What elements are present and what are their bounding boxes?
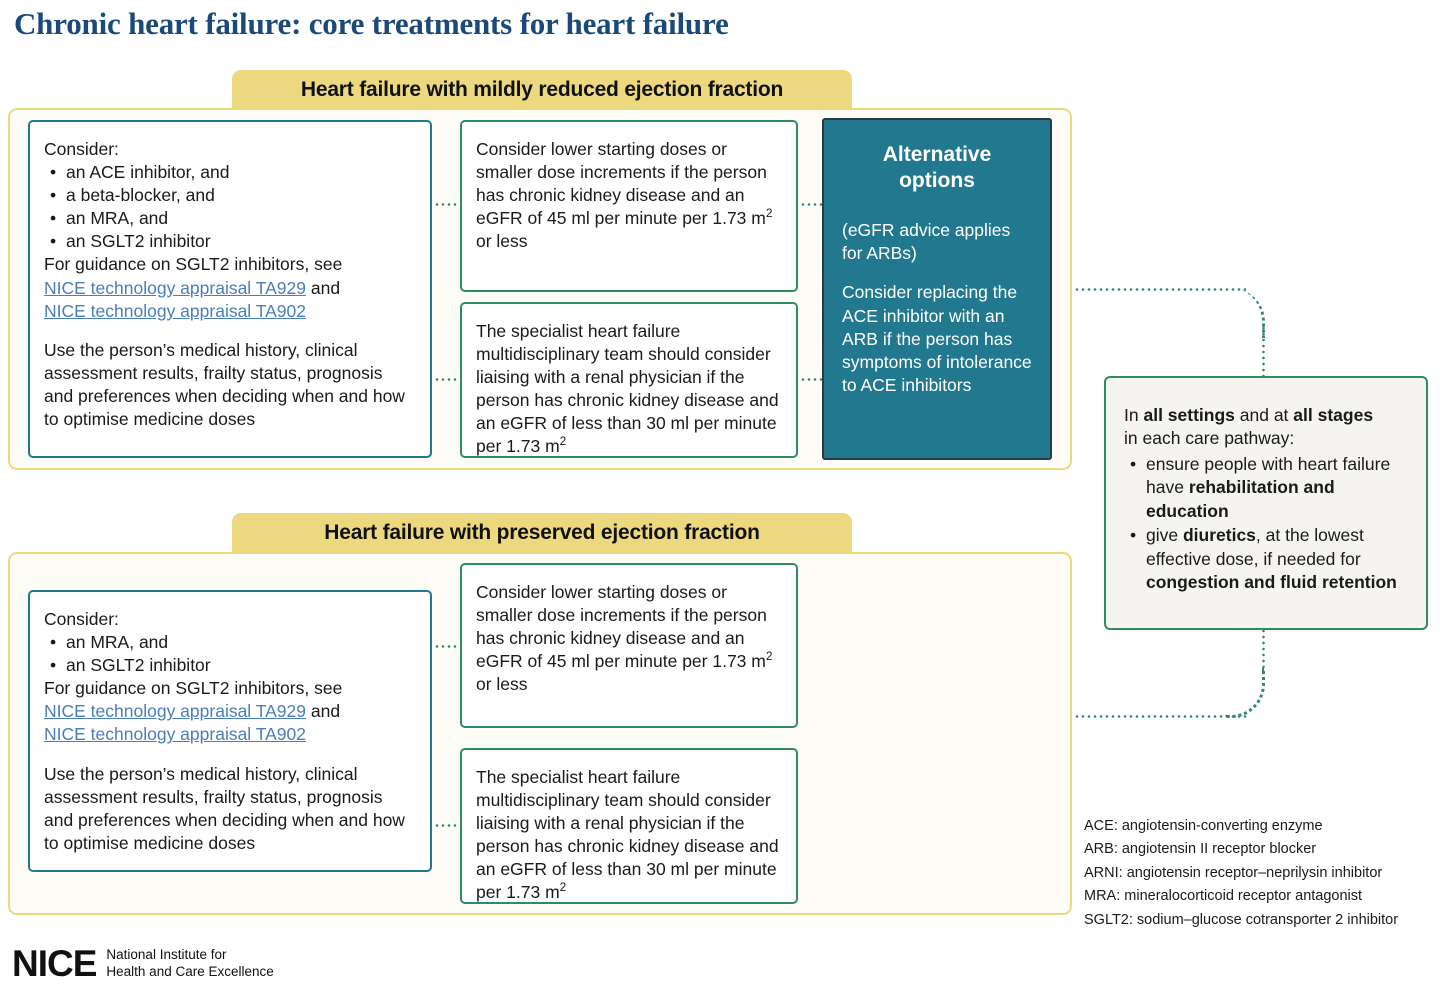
hfpef-lower-dose-box [460, 563, 798, 728]
all-settings-bullets [1124, 453, 1408, 595]
link-ta902[interactable]: NICE technology appraisal TA902 [44, 724, 307, 745]
consider-intro: Consider: [44, 609, 119, 629]
strapline-line-2: Health and Care Excellence [106, 963, 274, 979]
lead-2: and at [1234, 405, 1294, 425]
lower-dose-main: Consider lower starting doses or smaller dose increments if the person has chronic kidney disease and an eGFR of 45 ml per minute per 1.73 m [476, 139, 767, 229]
abbreviation-sglt2: SGLT2: sodium–glucose cotransporter 2 inhibitor [1084, 911, 1399, 928]
specialist-main: The specialist heart failure multidisciplinary team should consider liaising with a renal physician if the person has chronic kidney disease and an eGFR of less than 30 ml per minute per 1.73 m [476, 767, 779, 903]
link-ta929[interactable]: NICE technology appraisal TA929 [44, 701, 307, 722]
abbreviation-arni: ARNI: angiotensin receptor–neprilysin inhibitor [1084, 864, 1383, 881]
all-settings-box [1104, 376, 1428, 630]
guidance-links [44, 700, 416, 723]
hfmref-lower-dose-box [460, 120, 798, 292]
lower-dose-sup: 2 [765, 206, 773, 221]
list-item: • a beta-blocker, and [66, 184, 416, 207]
guidance-lead: For guidance on SGLT2 inhibitors, see [44, 678, 343, 699]
hfpef-specialist-box [460, 748, 798, 904]
lead-1: In [1124, 405, 1144, 425]
connector-corner-top [1225, 288, 1265, 338]
connector-dotted [434, 203, 458, 206]
alternative-options-note: (eGFR advice applies for ARBs) [842, 220, 1011, 264]
lower-dose-tail: or less [476, 674, 528, 695]
link-ta902[interactable]: NICE technology appraisal TA902 [44, 300, 307, 321]
alternative-options-body: Consider replacing the ACE inhibitor with an ARB if the person has symptoms of intolerance to ACE inhibitors [842, 282, 1032, 395]
consider-closing: Use the person’s medical history, clinical assessment results, frailty status, prognosis and preferences when deciding when and how to optimise medicine doses [44, 339, 405, 430]
list-item: • an SGLT2 inhibitor [66, 654, 416, 677]
list-item: • an MRA, and [66, 631, 416, 654]
bullet2-bold-diuretics: diuretics [1182, 525, 1256, 546]
lower-dose-tail: or less [476, 231, 528, 252]
spacer [44, 747, 416, 763]
bullet1-text: ensure people with heart failure have [1146, 453, 1391, 498]
connector-dotted [800, 378, 822, 381]
abbreviation-arb: ARB: angiotensin II receptor blocker [1084, 841, 1317, 858]
specialist-text [476, 766, 782, 905]
nice-logo-wordmark: NICE [12, 943, 97, 984]
bullet2-text-a: give [1146, 525, 1183, 546]
alternative-options-title: Alternative options [882, 143, 992, 192]
specialist-main: The specialist heart failure multidisciplinary team should consider liaising with a renal physician if the person has chronic kidney disease and an eGFR of less than 30 ml per minute per 1.73 m [476, 321, 779, 457]
guidance-lead: For guidance on SGLT2 inhibitors, see [44, 254, 343, 275]
hfmref-specialist-box [460, 302, 798, 458]
list-item: • an MRA, and [66, 207, 416, 230]
nice-logo-strapline [106, 947, 273, 980]
abbreviation-ace: ACE: angiotensin-converting enzyme [1084, 818, 1323, 834]
bold-all-settings: all settings [1143, 405, 1235, 425]
section-banner-hfpef: Heart failure with preserved ejection fraction [232, 513, 852, 553]
connector-corner-bottom [1225, 668, 1265, 718]
bullet2-bold-congestion: congestion and fluid retention [1146, 572, 1397, 593]
hfmref-consider-box [28, 120, 432, 458]
guidance-links-2 [44, 723, 416, 746]
link-joiner: and [310, 701, 341, 722]
section-banner-hfmref: Heart failure with mildly reduced ejection fraction [232, 70, 852, 110]
bold-all-stages: all stages [1293, 405, 1374, 425]
lower-dose-main: Consider lower starting doses or smaller dose increments if the person has chronic kidney disease and an eGFR of 45 ml per minute per 1.73 m [476, 582, 767, 672]
connector-dotted [800, 203, 822, 206]
abbreviation-mra: MRA: mineralocorticoid receptor antagonist [1084, 888, 1363, 905]
guidance-links [44, 277, 416, 300]
alternative-options-box [822, 118, 1052, 460]
bullet2-text-b: , at the lowest effective dose, if needed for [1146, 525, 1364, 569]
list-item [1146, 453, 1408, 523]
page-title: Chronic heart failure: core treatments for heart failure [14, 6, 729, 41]
connector-dotted-right-bottom [1074, 715, 1249, 718]
spacer [44, 323, 416, 339]
lower-dose-text [476, 138, 782, 253]
lower-dose-sup: 2 [765, 649, 773, 664]
lead-3: in each care pathway: [1124, 428, 1295, 449]
guidance-links-2 [44, 300, 416, 323]
hfpef-consider-box [28, 590, 432, 872]
specialist-sup: 2 [559, 880, 567, 895]
consider-intro: Consider: [44, 139, 119, 159]
connector-dotted-right-top [1074, 288, 1249, 291]
link-joiner: and [310, 277, 341, 298]
list-item [1146, 524, 1408, 594]
nice-logo [12, 945, 274, 982]
all-settings-lead [1124, 404, 1408, 451]
connector-dotted-vert-top [1262, 325, 1265, 379]
specialist-sup: 2 [559, 434, 567, 449]
bullet1-bold: rehabilitation and education [1146, 477, 1335, 521]
consider-bullet-list [44, 161, 416, 253]
consider-closing: Use the person’s medical history, clinical assessment results, frailty status, prognosis and preferences when deciding when and how to optimise medicine doses [44, 763, 405, 853]
connector-dotted [434, 378, 458, 381]
connector-dotted [434, 645, 458, 648]
consider-bullet-list [44, 631, 416, 677]
specialist-text [476, 320, 782, 459]
strapline-line-1: National Institute for [106, 946, 227, 962]
abbreviations-legend [1084, 815, 1440, 932]
link-ta929[interactable]: NICE technology appraisal TA929 [44, 277, 307, 298]
list-item: • an SGLT2 inhibitor [66, 230, 416, 253]
lower-dose-text [476, 581, 782, 696]
list-item: • an ACE inhibitor, and [66, 161, 416, 184]
spacer [842, 265, 1032, 281]
connector-dotted [434, 824, 458, 827]
